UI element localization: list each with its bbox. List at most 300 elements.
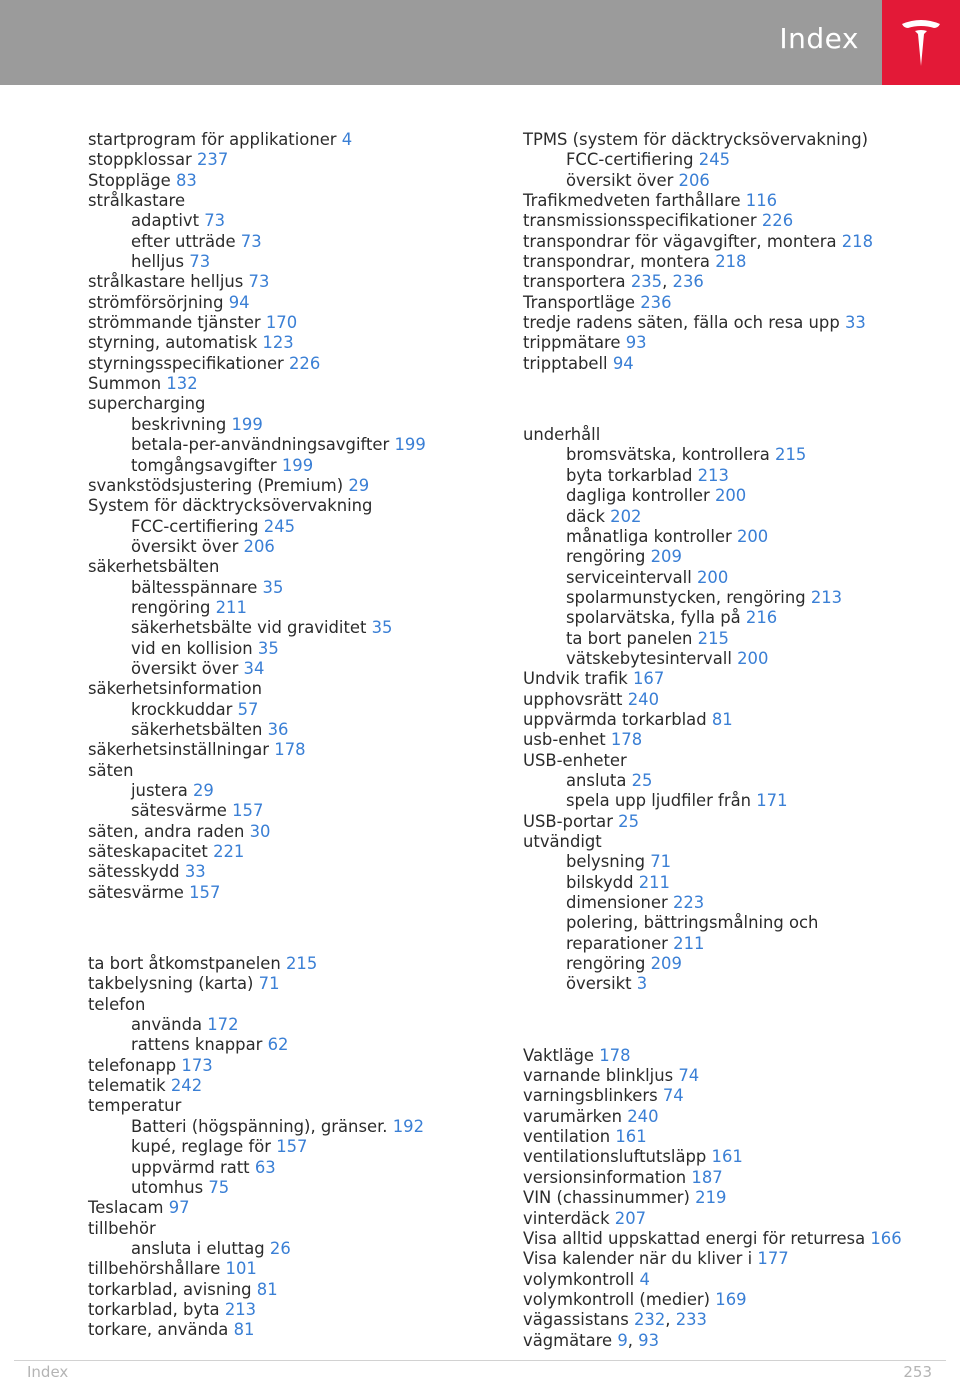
page-link[interactable]: 200 [714, 486, 747, 506]
page-link[interactable]: 178 [274, 740, 306, 760]
page-link[interactable]: 219 [695, 1188, 727, 1208]
page-link[interactable]: 237 [196, 150, 229, 170]
index-term: ta bort åtkomstpanelen [88, 954, 281, 974]
page-link[interactable]: 211 [638, 872, 670, 892]
footer-label: Index [27, 1363, 69, 1381]
index-term: USB-portar [523, 811, 613, 831]
page-link[interactable]: 206 [678, 170, 710, 190]
index-term: utomhus [131, 1177, 204, 1197]
page-link[interactable]: 218 [841, 231, 874, 251]
index-term: betala-per-användningsavgifter [131, 435, 390, 455]
index-term: dimensioner [566, 893, 668, 913]
page-link[interactable]: 123 [262, 333, 294, 353]
page-link[interactable]: 199 [394, 435, 426, 455]
index-entry [523, 1209, 902, 1229]
index-subentry [523, 445, 902, 465]
page-link[interactable]: 245 [698, 150, 731, 170]
page-link[interactable]: 236 [672, 272, 704, 292]
index-subentry [88, 211, 426, 231]
page-link[interactable]: 187 [691, 1167, 723, 1187]
page-link[interactable]: 206 [243, 536, 275, 556]
index-term: efter utträde [131, 231, 236, 251]
page-link[interactable]: 171 [756, 791, 788, 811]
index-term: takbelysning (karta) [88, 974, 254, 994]
page-link[interactable]: 169 [715, 1289, 747, 1309]
index-term: volymkontroll (medier) [523, 1289, 711, 1309]
index-term: USB-enheter [523, 750, 627, 770]
index-letter-gap [523, 374, 902, 425]
index-subentry [523, 608, 902, 628]
page-link[interactable]: 213 [697, 465, 729, 485]
index-term: telematik [88, 1076, 166, 1096]
index-term: versionsinformation [523, 1167, 687, 1187]
index-term: vid en kollision [131, 638, 253, 658]
page-link[interactable]: 71 [258, 974, 280, 994]
page-link[interactable]: 157 [276, 1137, 308, 1157]
index-subentry [88, 618, 426, 638]
index-term: Summon [88, 374, 162, 394]
page-link[interactable]: 157 [189, 882, 221, 902]
page-link[interactable]: 172 [207, 1015, 239, 1035]
index-entry [523, 1147, 902, 1167]
index-entry: vägmätare 9, 93 [523, 1330, 660, 1350]
index-subentry [523, 791, 902, 811]
index-term: säten [88, 760, 134, 780]
index-subentry [88, 578, 426, 598]
index-term: Teslacam [88, 1198, 164, 1218]
index-term: säkerhetsinformation [88, 679, 263, 699]
index-term: ventilation [523, 1127, 611, 1147]
index-term: Visa kalender när du kliver i [523, 1249, 753, 1269]
index-subentry [523, 507, 902, 527]
page-link[interactable]: 74 [662, 1086, 684, 1106]
index-letter-gap [523, 995, 902, 1046]
index-entry [88, 1320, 426, 1340]
index-term: bältesspännare [131, 577, 258, 597]
index-term: Trafikmedveten farthållare [523, 191, 741, 211]
page-link[interactable]: 167 [633, 669, 665, 689]
index-subentry [523, 873, 902, 893]
index-entry [88, 842, 426, 862]
index-subentry [523, 893, 902, 913]
index-term: strömmande tjänster [88, 313, 261, 333]
index-column-left [88, 130, 426, 1341]
index-entry [88, 995, 426, 1015]
index-subentry [88, 1137, 426, 1157]
index-term: ventilationsluftutsläpp [523, 1147, 707, 1167]
index-subentry [88, 700, 426, 720]
index-term: tredje radens säten, fälla och resa upp [523, 313, 840, 333]
index-term: telefonapp [88, 1055, 177, 1075]
page-link[interactable]: 213 [810, 587, 843, 607]
index-entry [523, 1168, 902, 1188]
page-link[interactable]: 81 [233, 1320, 255, 1340]
page-header [0, 0, 960, 85]
index-term: transpondrar, montera [523, 252, 710, 272]
index-term: säteskapacitet [88, 842, 208, 862]
index-term: serviceintervall [566, 567, 692, 587]
index-entry [523, 1249, 902, 1269]
index-term: beskrivning [131, 414, 227, 434]
index-subentry [88, 1035, 426, 1055]
page-link[interactable]: 35 [257, 638, 279, 658]
page-link[interactable]: 202 [610, 506, 642, 526]
index-entry [88, 293, 426, 313]
page-link[interactable]: 93 [638, 1330, 660, 1350]
index-term: tillbehörshållare [88, 1259, 221, 1279]
index-entry [523, 812, 902, 832]
index-term: torkare, använda [88, 1320, 229, 1340]
index-entry [523, 751, 902, 771]
index-subentry [88, 781, 426, 801]
index-entry [88, 130, 426, 150]
index-term: bilskydd [566, 872, 634, 892]
index-entry [523, 730, 902, 750]
index-term: reparationer [566, 933, 668, 953]
index-entry [523, 710, 902, 730]
index-entry [88, 394, 426, 414]
page-link[interactable]: 161 [711, 1147, 743, 1167]
index-term: Vaktläge [523, 1045, 594, 1065]
index-term: kupé, reglage för [131, 1137, 271, 1157]
index-term: byta torkarblad [566, 465, 693, 485]
page-link[interactable]: 33 [184, 862, 206, 882]
index-entry [88, 354, 426, 374]
index-term: säkerhetsbälten [131, 719, 263, 739]
index-term: strålkastare helljus [88, 272, 244, 292]
index-term: vägmätare [523, 1330, 613, 1350]
index-entry [88, 1219, 426, 1239]
page-link[interactable]: 218 [715, 252, 747, 272]
index-subentry [523, 629, 902, 649]
index-entry [523, 1188, 902, 1208]
index-entry [88, 333, 426, 353]
page-link[interactable]: 170 [265, 313, 298, 333]
page-link[interactable]: 35 [262, 577, 284, 597]
index-term: varnande blinkljus [523, 1066, 674, 1086]
index-term: rengöring [566, 954, 646, 974]
page-link[interactable]: 81 [256, 1279, 278, 1299]
index-term: ansluta [566, 770, 627, 790]
page-link[interactable]: 34 [243, 658, 265, 678]
index-term: TPMS (system för däcktrycksövervakning) [523, 130, 869, 149]
page-link[interactable]: 235 [630, 272, 663, 292]
page-link[interactable]: 209 [650, 954, 682, 974]
page-link[interactable]: 200 [696, 567, 729, 587]
index-subentry [523, 486, 902, 506]
index-term: tomgångsavgifter [131, 455, 277, 475]
index-term: uppvärmd ratt [131, 1157, 250, 1177]
index-entry [523, 690, 902, 710]
page-link[interactable]: 97 [168, 1198, 190, 1218]
page-link[interactable]: 173 [181, 1055, 213, 1075]
index-term: varningsblinkers [523, 1086, 658, 1106]
index-entry [88, 171, 426, 191]
page-link[interactable]: 36 [267, 719, 289, 739]
index-entry [88, 191, 426, 211]
index-subentry [523, 547, 902, 567]
page-link[interactable]: 242 [170, 1076, 203, 1096]
page-link[interactable]: 226 [289, 353, 321, 373]
index-term: FCC-certifiering [566, 150, 694, 170]
index-term: uppvärmda torkarblad [523, 709, 707, 729]
page-link[interactable]: 94 [612, 353, 634, 373]
index-term: använda [131, 1015, 203, 1035]
index-entry [88, 883, 426, 903]
page-link[interactable]: 226 [761, 211, 794, 231]
index-term: transpondrar för vägavgifter, montera [523, 231, 837, 251]
page-link[interactable]: 161 [615, 1127, 647, 1147]
index-entry [523, 1229, 902, 1249]
page-link[interactable]: 207 [614, 1208, 647, 1228]
index-subentry [523, 568, 902, 588]
page-link[interactable]: 236 [640, 292, 672, 312]
page-link[interactable]: 83 [175, 170, 197, 190]
index-term: temperatur [88, 1096, 182, 1116]
index-entry [88, 1076, 426, 1096]
index-term: torkarblad, avisning [88, 1279, 252, 1299]
page-link[interactable]: 29 [193, 781, 214, 800]
page-link[interactable]: 35 [371, 618, 393, 638]
index-subentry [88, 1239, 426, 1259]
page-link[interactable]: 75 [208, 1177, 230, 1197]
index-term: svankstödsjustering (Premium) [88, 475, 344, 495]
index-entry [523, 1127, 902, 1147]
page-link[interactable]: 25 [631, 770, 653, 790]
index-subentry [88, 639, 426, 659]
brand-badge [882, 0, 960, 85]
index-subentry [523, 466, 902, 486]
index-subentry [88, 517, 426, 537]
index-entry [523, 313, 902, 333]
page-link[interactable]: 177 [757, 1249, 789, 1269]
index-entry: transportera 235, 236 [523, 272, 704, 292]
index-subentry [88, 1015, 426, 1035]
page-link[interactable]: 73 [248, 272, 270, 292]
page-link[interactable]: 73 [240, 231, 262, 251]
page-link[interactable]: 178 [599, 1045, 631, 1065]
page-link[interactable]: 240 [627, 689, 660, 709]
index-term: Batteri (högspänning), gränser. [131, 1116, 388, 1136]
page-link[interactable]: 245 [263, 516, 296, 536]
index-term: Undvik trafik [523, 669, 628, 689]
page-link[interactable]: 71 [650, 852, 672, 872]
index-entry: vägassistans 232, 233 [523, 1310, 707, 1330]
page-link[interactable]: 30 [249, 821, 271, 841]
page-link[interactable]: 62 [267, 1035, 289, 1055]
index-term: säten, andra raden [88, 821, 245, 841]
page-link[interactable]: 215 [286, 954, 318, 974]
index-term: säkerhetsbälten [88, 557, 220, 577]
page-link[interactable]: 73 [204, 211, 226, 231]
page-link[interactable]: 233 [675, 1310, 707, 1330]
page-link[interactable]: 199 [231, 414, 263, 434]
index-entry [523, 252, 902, 272]
page-link[interactable]: 63 [254, 1157, 276, 1177]
index-entry [88, 374, 426, 394]
page-link[interactable]: 240 [627, 1106, 659, 1126]
index-entry [88, 272, 426, 292]
index-entry [523, 425, 902, 445]
index-subentry [88, 456, 426, 476]
index-subentry [88, 537, 426, 557]
index-entry [523, 232, 902, 252]
page-link[interactable]: 200 [737, 648, 769, 668]
page-link[interactable]: 215 [775, 445, 807, 465]
page-link[interactable]: 211 [673, 933, 705, 953]
index-subentry [523, 954, 902, 974]
index-term: transportera [523, 272, 626, 292]
index-term: adaptivt [131, 211, 200, 231]
index-subentry [88, 1117, 426, 1137]
index-entry [523, 130, 902, 150]
index-term: översikt över [131, 658, 239, 678]
page-link[interactable]: 211 [215, 597, 247, 617]
index-term: usb-enhet [523, 730, 606, 750]
page-link[interactable]: 94 [228, 292, 250, 312]
index-term: styrningsspecifikationer [88, 353, 284, 373]
index-entry [523, 1066, 902, 1086]
page-link[interactable]: 192 [392, 1116, 425, 1136]
page-link[interactable]: 25 [618, 811, 640, 831]
index-subentry [88, 252, 426, 272]
page-link[interactable]: 199 [281, 455, 314, 475]
index-subentry [523, 913, 902, 933]
page-link[interactable]: 116 [745, 191, 778, 211]
index-term: justera [131, 781, 188, 800]
page-link[interactable]: 73 [189, 252, 211, 272]
index-entry [88, 1300, 426, 1320]
index-term: supercharging [88, 394, 206, 414]
index-entry [88, 862, 426, 882]
index-term: Stoppläge [88, 170, 171, 190]
index-subentry [88, 1158, 426, 1178]
index-term: tillbehör [88, 1218, 156, 1238]
index-subentry [88, 598, 426, 618]
index-term: upphovsrätt [523, 689, 623, 709]
index-entry [523, 1046, 902, 1066]
page-link[interactable]: 215 [697, 628, 729, 648]
index-entry [523, 1270, 902, 1290]
page-link[interactable]: 26 [269, 1238, 291, 1258]
page-link[interactable]: 101 [225, 1259, 257, 1279]
index-term: säkerhetsbälte vid graviditet [131, 618, 367, 638]
index-entry [523, 293, 902, 313]
page-link[interactable]: 93 [625, 333, 647, 353]
page-link[interactable]: 57 [237, 699, 259, 719]
index-term: vätskebytesintervall [566, 648, 732, 668]
index-term: vinterdäck [523, 1208, 610, 1228]
index-term: säkerhetsinställningar [88, 740, 270, 760]
index-term: rengöring [131, 597, 211, 617]
index-subentry [523, 649, 902, 669]
index-entry [88, 974, 426, 994]
index-subentry [523, 150, 902, 170]
index-term: spolarmunstycken, rengöring [566, 587, 806, 607]
index-term: Visa alltid uppskattad energi för returresa [523, 1228, 866, 1248]
index-subentry [88, 232, 426, 252]
page-link[interactable]: 200 [736, 526, 769, 546]
index-letter-gap [88, 903, 426, 954]
index-subentry [523, 771, 902, 791]
index-term: VIN (chassinummer) [523, 1188, 690, 1208]
index-entry [88, 954, 426, 974]
page-link[interactable]: 178 [610, 730, 643, 750]
page-link[interactable]: 29 [348, 475, 370, 495]
index-subentry [523, 974, 902, 994]
index-subentry [88, 659, 426, 679]
index-column-right [523, 130, 902, 1351]
index-term: bromsvätska, kontrollera [566, 445, 770, 465]
page-link[interactable]: 3 [636, 974, 648, 994]
page-link[interactable]: 232 [633, 1310, 666, 1330]
page-link[interactable]: 4 [639, 1269, 650, 1289]
page-link[interactable]: 221 [213, 842, 245, 862]
index-entry [88, 1259, 426, 1279]
index-term: varumärken [523, 1106, 622, 1126]
index-subentry [523, 527, 902, 547]
page-link[interactable]: 132 [166, 374, 198, 394]
index-term: sätesvärme [88, 882, 184, 902]
index-entry [88, 1280, 426, 1300]
page-link[interactable]: 157 [232, 801, 264, 821]
index-entry [523, 669, 902, 689]
footer-page-number: 253 [903, 1363, 932, 1381]
page-link[interactable]: 216 [745, 608, 778, 628]
index-term: FCC-certifiering [131, 516, 259, 536]
index-term: ansluta i eluttag [131, 1238, 265, 1258]
index-entry [88, 150, 426, 170]
index-entry [88, 496, 426, 516]
index-subentry [88, 435, 426, 455]
index-entry [523, 832, 902, 852]
index-entry [88, 679, 426, 699]
page-link[interactable]: 223 [672, 893, 705, 913]
index-term: transmissionsspecifikationer [523, 211, 757, 231]
index-entry [88, 313, 426, 333]
index-entry [523, 333, 902, 353]
index-subentry [523, 588, 902, 608]
index-term: ta bort panelen [566, 628, 693, 648]
page-link[interactable]: 213 [224, 1299, 257, 1319]
index-entry [523, 191, 902, 211]
index-subentry [88, 720, 426, 740]
page-link[interactable]: 209 [650, 547, 682, 567]
page-title: Index [779, 22, 859, 55]
index-term: strömförsörjning [88, 292, 224, 312]
index-term: torkarblad, byta [88, 1299, 220, 1319]
page-link[interactable]: 33 [844, 313, 866, 333]
index-subentry [88, 801, 426, 821]
index-term: översikt över [131, 536, 239, 556]
index-term: belysning [566, 852, 646, 872]
index-entry [523, 1107, 902, 1127]
index-subentry [88, 415, 426, 435]
page-link[interactable]: 81 [711, 709, 733, 729]
index-term: översikt över [566, 170, 674, 190]
index-term: strålkastare [88, 191, 186, 211]
index-term: tripptabell [523, 353, 608, 373]
page-link[interactable]: 9 [617, 1330, 628, 1350]
tesla-logo-icon [899, 17, 943, 69]
page-link[interactable]: 166 [870, 1228, 902, 1248]
page-link[interactable]: 74 [678, 1066, 700, 1086]
index-entry [523, 1290, 902, 1310]
index-entry [88, 740, 426, 760]
index-entry [88, 761, 426, 781]
index-term: månatliga kontroller [566, 526, 732, 546]
page-link[interactable]: 4 [341, 130, 353, 149]
